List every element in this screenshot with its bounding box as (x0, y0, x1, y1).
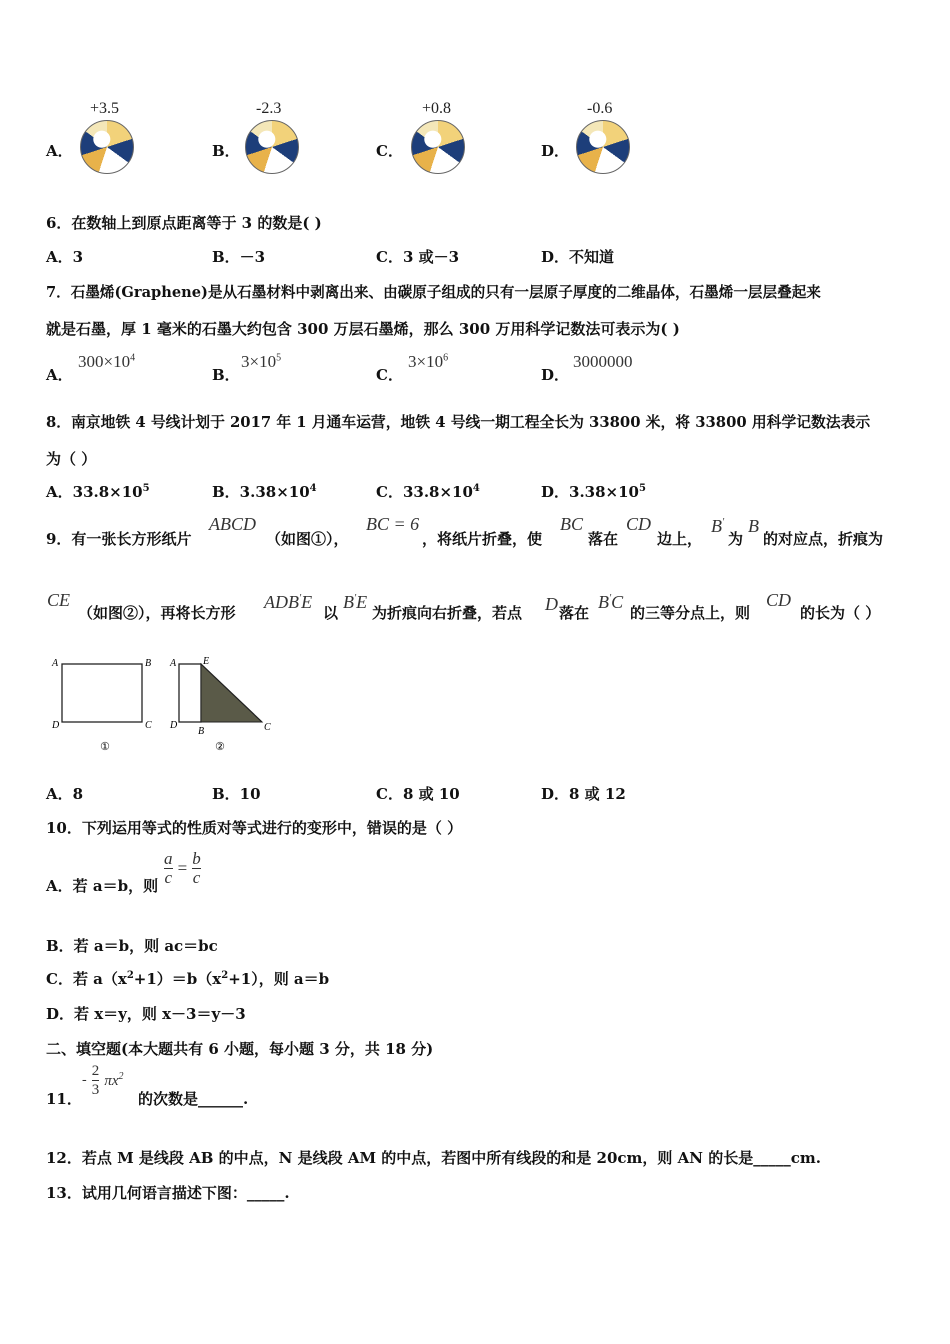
q5-option-d-letter: D． (541, 142, 570, 160)
q5-option-b-value: -2.3 (256, 100, 282, 117)
q10-option-b: B．若 a＝b，则 ac＝bc (46, 937, 218, 955)
fraction-b-over-c: $\frac{b}{c}$ (192, 849, 201, 887)
q9-math-abcd: ABCD (209, 514, 256, 534)
figure-1-rectangle (51, 658, 152, 753)
q7-stem-line1: 7．石墨烯(Graphene)是从石墨材料中剥离出来、由碳原子组成的只有一层原子厚度的二维晶体，石墨烯一层层叠起来 (46, 284, 821, 301)
q9-math-cd: CD (626, 514, 652, 534)
q9-text-9: 以 (323, 604, 339, 622)
q8-option-d: D．$3.38\times 10^5$ (541, 483, 646, 501)
q7-option-a-expr: $300\times 10^4$ (78, 352, 136, 371)
q9-math-bc: BC (560, 514, 584, 534)
q9-math-d: D (545, 594, 558, 614)
q7-option-c-letter: C． (376, 366, 403, 384)
q6-stem: 6．在数轴上到原点距离等于 3 的数是( ) (46, 214, 322, 232)
q6-option-b: B．－3 (212, 248, 266, 266)
fig2-label-e: E (203, 656, 210, 667)
q9-text-8: （如图②），再将长方形 (78, 604, 236, 622)
fig2-label-c: C (264, 722, 271, 733)
q9-math-bc6: BC = 6 (366, 514, 420, 534)
q11-number: 11． (46, 1090, 82, 1108)
fig1-label-a: A (52, 658, 59, 669)
q11-tail: 的次数是______. (138, 1090, 249, 1108)
volleyball-icon (80, 120, 134, 174)
q8-option-b: B．$3.38\times 10^4$ (212, 483, 317, 501)
q8-option-c: C．$33.8\times 10^4$ (376, 483, 480, 501)
q9-text-1: 9．有一张长方形纸片 (46, 530, 192, 548)
q5-option-d-value: -0.6 (587, 100, 613, 117)
q9-text-11: 落在 (559, 604, 590, 622)
figure-2-folded (169, 656, 271, 753)
q9-option-d: D．8 或 12 (541, 785, 626, 803)
q5-option-a-value: +3.5 (90, 100, 120, 117)
q9-text-7: 的对应点，折痕为 (763, 530, 884, 548)
q7-option-a-letter: A． (46, 366, 73, 384)
q11-expression: - $\frac{2}{3}$ $\pi x^2$ (82, 1063, 124, 1098)
q9-figures (48, 652, 288, 760)
q9-text-13: 的长为（ ） (800, 604, 881, 622)
volleyball-icon (576, 120, 630, 174)
q9-option-b: B．10 (212, 785, 261, 803)
q9-math-be: B'E (343, 592, 368, 612)
q9-math-b-prime: B' (711, 516, 725, 536)
q7-option-b-expr: $3\times 10^5$ (241, 352, 282, 371)
q9-text-10: 为折痕向右折叠，若点 (372, 604, 523, 622)
q9-math-bc2: B'C (598, 592, 624, 612)
q10-option-c: C．若 $a(x^2+1)=b(x^2+1)$，则 a＝b (46, 970, 330, 988)
q9-text-2: （如图①）， (266, 530, 349, 548)
q9-text-4: 落在 (588, 530, 619, 548)
fig1-label-b: B (145, 658, 152, 669)
q8-option-a: A．$33.8\times 10^5$ (46, 483, 150, 501)
q5-option-c-value: +0.8 (422, 100, 452, 117)
q10-stem: 10．下列运用等式的性质对等式进行的变形中，错误的是（ ） (46, 819, 463, 837)
q6-option-a: A．3 (46, 248, 84, 266)
fig2-label-a: A (170, 658, 177, 669)
q5-option-a-letter: A． (46, 142, 73, 160)
q8-stem-line1: 8．南京地铁 4 号线计划于 2017 年 1 月通车运营，地铁 4 号线一期工程全长为 33800 米，将 33800 用科学记数法表示 (46, 414, 871, 431)
q9-math-ce: CE (47, 590, 71, 610)
fig2-label-b: B (198, 726, 205, 737)
q7-stem-line2: 就是石墨，厚 1 毫米的石墨大约包含 300 万层石墨烯，那么 300 万用科学记数法可表示为( ) (46, 320, 680, 338)
q10-option-a-equation: $\frac{a}{c}$ = $\frac{b}{c}$ (164, 849, 201, 887)
q7-option-d-letter: D． (541, 366, 570, 384)
q9-option-c: C．8 或 10 (376, 785, 460, 803)
q13-stem: 13．试用几何语言描述下图：_____. (46, 1184, 290, 1202)
q9-text-6: 为 (728, 530, 744, 548)
volleyball-icon (245, 120, 299, 174)
fig1-caption: ① (100, 740, 110, 753)
section-2-heading: 二、填空题(本大题共有 6 小题，每小题 3 分，共 18 分) (46, 1040, 434, 1058)
q7-option-b-letter: B． (212, 366, 240, 384)
fraction-a-over-c: $\frac{a}{c}$ (164, 849, 173, 887)
volleyball-icon (411, 120, 465, 174)
fig2-caption: ② (215, 740, 225, 753)
q6-option-c: C．3 或－3 (376, 248, 460, 266)
q10-option-d: D．若 x＝y，则 x－3＝y－3 (46, 1005, 246, 1023)
q9-math-b: B (748, 516, 759, 536)
fig1-label-c: C (145, 720, 152, 731)
q12-stem: 12．若点 M 是线段 AB 的中点，N 是线段 AM 的中点，若图中所有线段的和是 20cm，则 AN 的长是_____cm. (46, 1149, 821, 1167)
q10-option-a-text: A．若 a＝b，则 (46, 877, 159, 895)
q7-option-c-expr: $3\times 10^6$ (408, 352, 449, 371)
fig1-label-d: D (52, 720, 60, 731)
q5-option-c-letter: C． (376, 142, 403, 160)
q9-text-5: 边上， (657, 530, 703, 548)
q9-text-3: ，将纸片折叠，使 (422, 530, 543, 548)
q9-math-cd2: CD (766, 590, 792, 610)
q5-option-b-letter: B． (212, 142, 240, 160)
q9-math-adbe: ADB'E (264, 592, 313, 612)
q9-text-12: 的三等分点上，则 (630, 604, 751, 622)
q8-stem-line2: 为（ ） (46, 450, 97, 468)
fig2-label-d: D (170, 720, 178, 731)
q9-option-a: A．8 (46, 785, 84, 803)
q7-option-d-expr: 3000000 (573, 352, 633, 371)
fraction-two-thirds: $\frac{2}{3}$ (91, 1063, 100, 1098)
q6-option-d: D．不知道 (541, 248, 615, 266)
